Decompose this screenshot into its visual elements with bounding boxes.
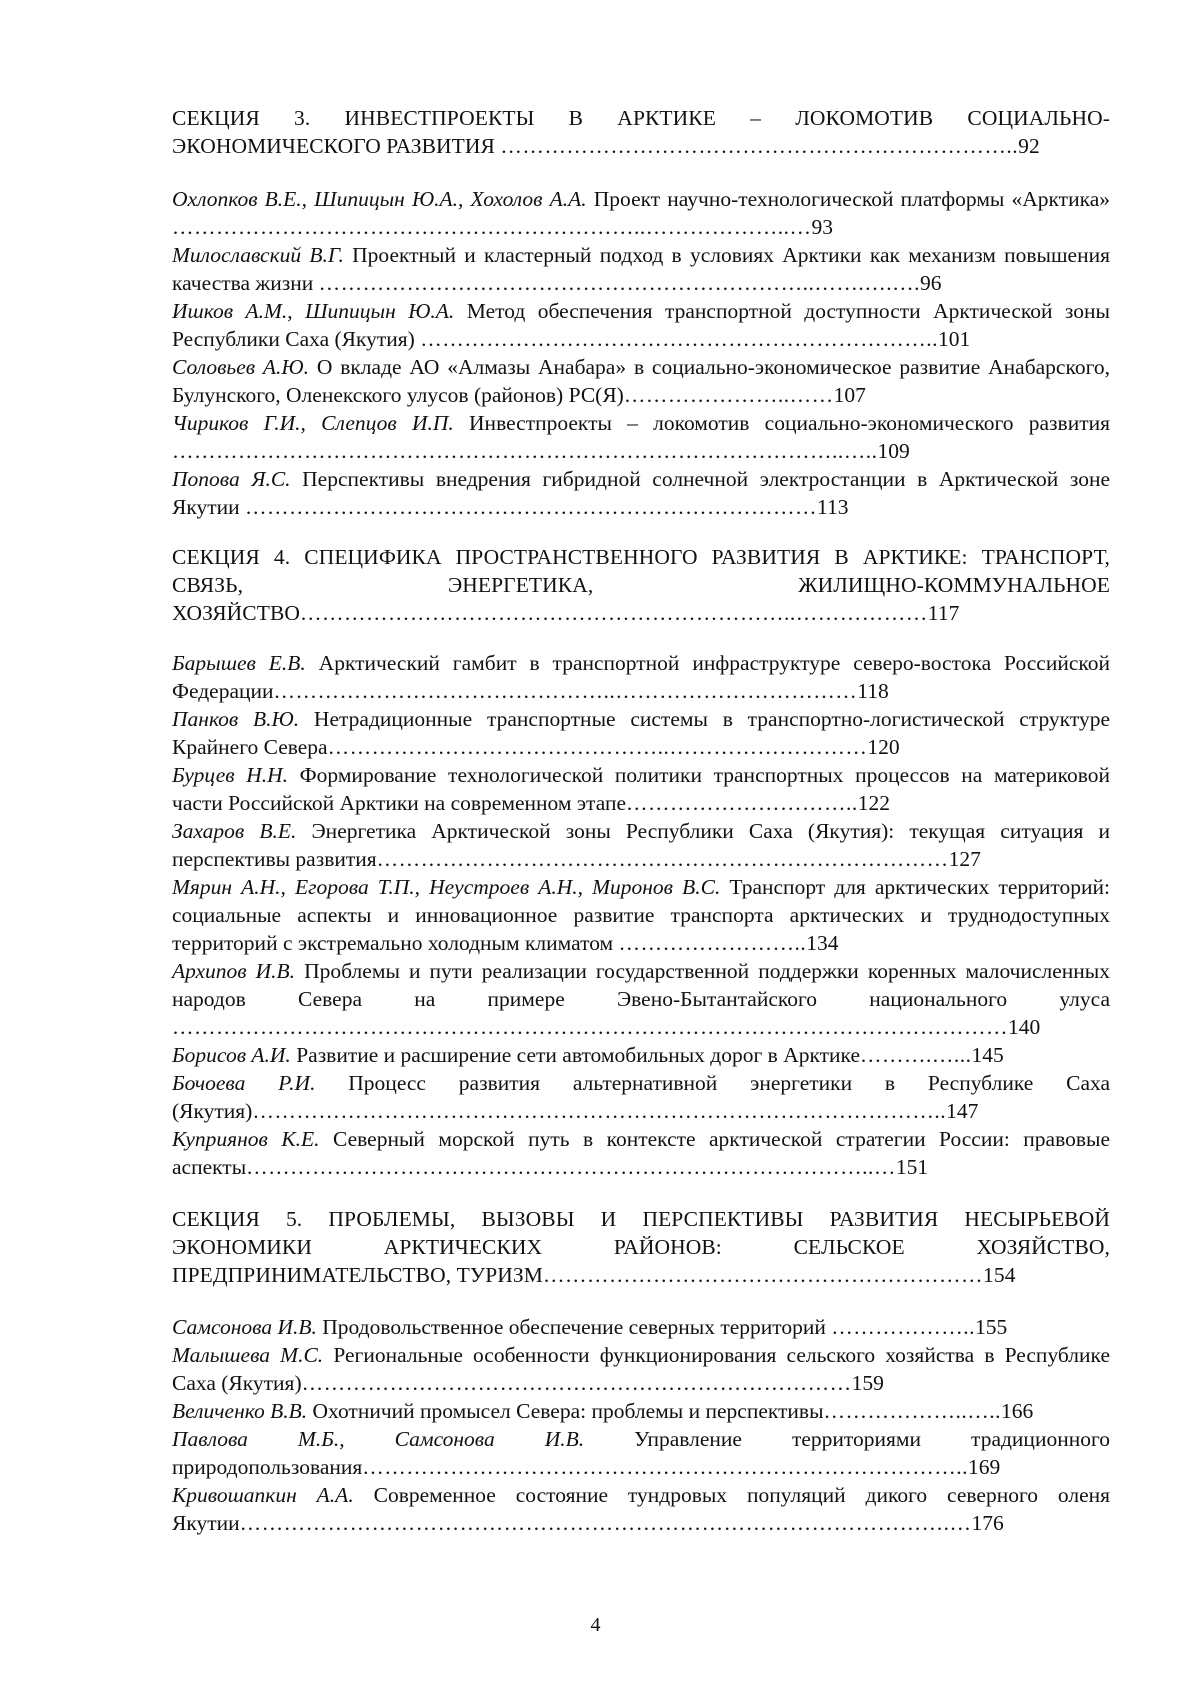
- entry-page: 155: [975, 1315, 1008, 1339]
- leader-dots: ………………..: [831, 1315, 976, 1339]
- entry-title: Инвестпроекты – локомотив социально-экономического развития: [453, 411, 1110, 435]
- entry-title: Охотничий промысел Севера: проблемы и перспективы: [307, 1399, 824, 1423]
- toc-entry: [172, 1041, 1110, 1069]
- entry-authors: Захаров В.Е.: [172, 819, 297, 843]
- leader-dots: …………………………………………………………………: [301, 1371, 852, 1395]
- toc-entry: [172, 1313, 1110, 1341]
- toc-entry: [172, 1425, 1110, 1481]
- entry-page: 113: [817, 495, 849, 519]
- entry-authors: Архипов И.В.: [172, 959, 296, 983]
- entry-title: Энергетика Арктической зоны Республики Саха (Якутия): текущая ситуация и перспективы развития: [172, 819, 1110, 871]
- entry-page: 127: [948, 847, 981, 871]
- entry-authors: Ишков А.М., Шипицын Ю.А.: [172, 299, 455, 323]
- leader-dots: ………………………………………………………………………………..…..: [172, 439, 878, 463]
- leader-dots: ……….…...: [860, 1043, 972, 1067]
- toc-entry: [172, 465, 1110, 521]
- toc-entry: [172, 297, 1110, 353]
- toc-entry: [172, 957, 1110, 1041]
- entry-page: 145: [971, 1043, 1004, 1067]
- entry-title: Проект научно-технологической платформы «Арктика»: [586, 187, 1110, 211]
- entry-title: Перспективы внедрения гибридной солнечной электростанции в Арктической зоне Якутии: [172, 467, 1110, 519]
- entry-authors: Милославский В.Г.: [172, 243, 344, 267]
- toc-entry: [172, 1397, 1110, 1425]
- leader-dots: ………………………………………..……………………………: [273, 679, 858, 703]
- leader-dots: …………………………………………………………..…….….….: [318, 271, 921, 295]
- entry-page: 93: [811, 215, 833, 239]
- entry-page: 107: [833, 383, 866, 407]
- leader-dots: …………………..……: [623, 383, 834, 407]
- leader-dots: ……………………………………………………………..: [420, 327, 938, 351]
- entry-page: 166: [1001, 1399, 1034, 1423]
- table-of-contents: [172, 104, 1110, 1537]
- toc-entry: [172, 1069, 1110, 1125]
- entry-authors: Куприянов К.Е.: [172, 1127, 320, 1151]
- entry-authors: Соловьев А.Ю.: [172, 355, 309, 379]
- entry-authors: Попова Я.С.: [172, 467, 291, 491]
- entry-page: 140: [1008, 1015, 1041, 1039]
- leader-dots: …………………………………………………………………………..…: [246, 1155, 896, 1179]
- entry-authors: Малышева М.С.: [172, 1343, 324, 1367]
- leader-dots: ………………………………………………………..………………..…: [172, 215, 812, 239]
- entry-page: 151: [895, 1155, 929, 1179]
- entry-page: 169: [968, 1455, 1001, 1479]
- leader-dots: ……………………..: [618, 931, 807, 955]
- toc-entry: [172, 649, 1110, 705]
- toc-entry: [172, 353, 1110, 409]
- entry-authors: Бочоева Р.И.: [172, 1071, 316, 1095]
- leader-dots: …………………………………………………………………………………….…: [239, 1511, 972, 1535]
- entry-authors: Барышев Е.В.: [172, 651, 306, 675]
- entry-title: О вкладе АО «Алмазы Анабара» в социально-экономическое развитие Анабарского, Булунского, Оленекского улусов (районов) РС(Я): [172, 355, 1110, 407]
- toc-entry: [172, 1481, 1110, 1537]
- entry-page: 122: [857, 791, 891, 815]
- entry-title: Современное состояние тундровых популяций дикого северного оленя Якутии: [172, 1483, 1111, 1535]
- entry-title: Продовольственное обеспечение северных территорий: [316, 1315, 832, 1339]
- entry-title: Процесс развития альтернативной энергетики в Республике Саха (Якутия): [172, 1071, 1110, 1123]
- page-number: 4: [590, 1614, 601, 1636]
- toc-entry: [172, 705, 1110, 761]
- leader-dots: …………………………………………………………………………………..: [252, 1099, 947, 1123]
- entry-authors: Кривошапкин А.А.: [172, 1483, 354, 1507]
- entry-title: Развитие и расширение сети автомобильных дорог в Арктике: [290, 1043, 861, 1067]
- section-heading: СЕКЦИЯ 3. ИНВЕСТПРОЕКТЫ В АРКТИКЕ – ЛОКОМОТИВ СОЦИАЛЬНО-ЭКОНОМИЧЕСКОГО РАЗВИТИЯ ……………………………………………………………..92: [172, 106, 1110, 158]
- entry-page: 159: [851, 1371, 884, 1395]
- entry-title: Нетрадиционные транспортные системы в транспортно-логистической структуре Крайнего Севера: [172, 707, 1110, 759]
- leader-dots: ………………………………………..………………………: [327, 735, 868, 759]
- leader-dots: ………………………………………………………………………..: [362, 1455, 969, 1479]
- entry-authors: Борисов А.И.: [172, 1043, 291, 1067]
- entry-title: Арктический гамбит в транспортной инфраструктуре северо-востока Российской Федерации: [172, 651, 1110, 703]
- entry-authors: Охлопков В.Е., Шипицын Ю.А., Хохолов А.А.: [172, 187, 587, 211]
- entry-page: 118: [857, 679, 889, 703]
- entry-authors: Бурцев Н.Н.: [172, 763, 289, 787]
- toc-entry: [172, 1125, 1110, 1181]
- leader-dots: ……………………………………………………………………: [376, 847, 949, 871]
- entry-authors: Мярин А.Н., Егорова Т.П., Неустроев А.Н., Миронов В.С.: [172, 875, 721, 899]
- leader-dots: …………………………..: [626, 791, 858, 815]
- toc-entry: [172, 873, 1110, 957]
- entry-page: 147: [946, 1099, 979, 1123]
- entry-title: Региональные особенности функционирования сельского хозяйства в Республике Саха (Якутия): [172, 1343, 1110, 1395]
- entry-title: Проектный и кластерный подход в условиях Арктики как механизм повышения качества жизни: [172, 243, 1110, 295]
- entry-title: Проблемы и пути реализации государственной поддержки коренных малочисленных народов Севера на примере Эвено-Бытантайского национального улуса: [172, 959, 1110, 1011]
- entry-page: 109: [877, 439, 910, 463]
- entry-page: 134: [806, 931, 839, 955]
- entry-authors: Самсонова И.В.: [172, 1315, 317, 1339]
- entry-authors: Павлова М.Б., Самсонова И.В.: [172, 1427, 585, 1451]
- toc-entry: [172, 817, 1110, 873]
- toc-entry: [172, 761, 1110, 817]
- entry-authors: Чириков Г.И., Слепцов И.П.: [172, 411, 454, 435]
- toc-entry: [172, 1341, 1110, 1397]
- entry-title: Формирование технологической политики транспортных процессов на материковой части Российской Арктики на современном этапе: [172, 763, 1110, 815]
- entry-page: 96: [920, 271, 942, 295]
- leader-dots: ……………………………………………………………………: [245, 495, 818, 519]
- entry-title: Северный морской путь в контексте арктической стратегии России: правовые аспекты: [172, 1127, 1110, 1179]
- section-heading: СЕКЦИЯ 5. ПРОБЛЕМЫ, ВЫЗОВЫ И ПЕРСПЕКТИВЫ РАЗВИТИЯ НЕСЫРЬЕВОЙ ЭКОНОМИКИ АРКТИЧЕСКИХ РАЙОНОВ: СЕЛЬСКОЕ ХОЗЯЙСТВО, ПРЕДПРИНИМАТЕЛЬСТВО, ТУРИЗМ……………………………………………………154: [172, 1207, 1110, 1287]
- toc-entry: [172, 185, 1110, 241]
- entry-authors: Величенко В.В.: [172, 1399, 308, 1423]
- entry-title: Управление территориями традиционного природопользования: [172, 1427, 1110, 1479]
- leader-dots: ……………………………………………………………………………………………………: [172, 1015, 1008, 1039]
- toc-entry: [172, 409, 1110, 465]
- entry-page: 176: [971, 1511, 1004, 1535]
- section-heading: СЕКЦИЯ 4. СПЕЦИФИКА ПРОСТРАНСТВЕННОГО РАЗВИТИЯ В АРКТИКЕ: ТРАНСПОРТ, СВЯЗЬ, ЭНЕРГЕТИКА, ЖИЛИЩНО-КОММУНАЛЬНОЕ ХОЗЯЙСТВО…………………………………………………………..………………117: [172, 545, 1110, 625]
- entry-page: 120: [867, 735, 900, 759]
- entry-title: Метод обеспечения транспортной доступности Арктической зоны Республики Саха (Якутия): [172, 299, 1110, 351]
- entry-page: 101: [937, 327, 971, 351]
- leader-dots: ………………..…..: [823, 1399, 1002, 1423]
- entry-authors: Панков В.Ю.: [172, 707, 300, 731]
- toc-entry: [172, 241, 1110, 297]
- entry-title: Транспорт для арктических территорий: социальные аспекты и инновационное развитие транспорта арктических и труднодоступных территорий с экстремально холодным климатом: [172, 875, 1110, 955]
